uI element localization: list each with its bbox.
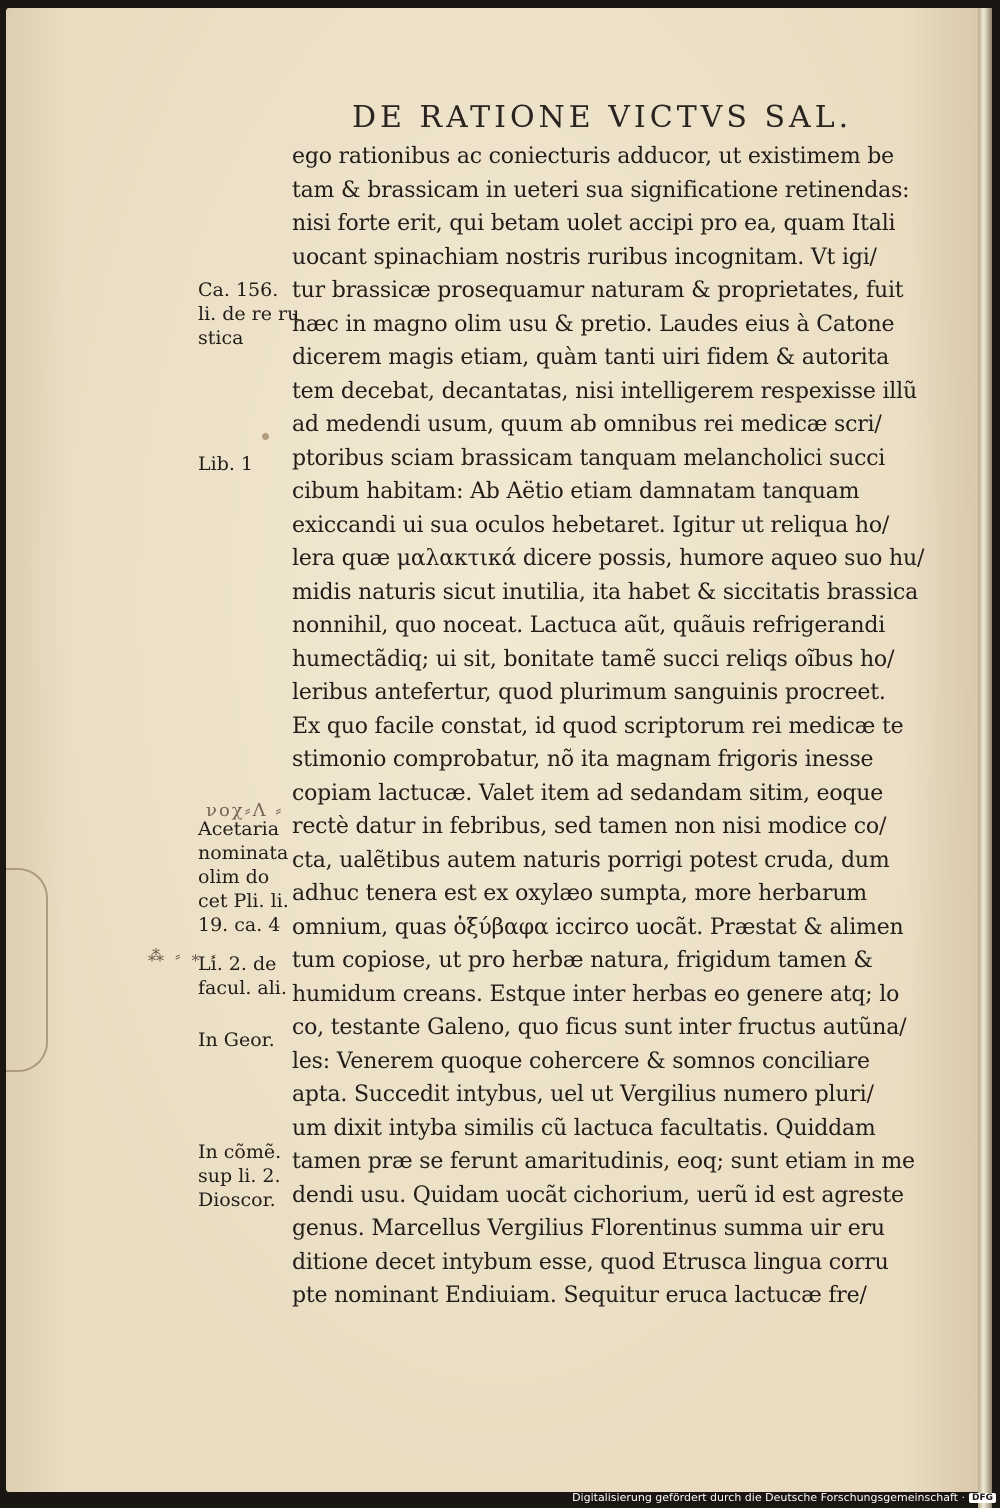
margin-note-line: 19. ca. 4 xyxy=(198,914,281,936)
digitization-footer xyxy=(572,1491,996,1504)
margin-note-line: Dioscor. xyxy=(198,1189,276,1211)
text-line: dicerem magis etiam, quàm tanti uiri fidem & autorita xyxy=(292,345,890,370)
text-line: stimonio comprobatur, nõ ita magnam frigoris inesse xyxy=(292,747,874,772)
text-line: Ex quo facile constat, id quod scriptorum rei medicæ te xyxy=(292,713,904,739)
margin-note-line: facul. ali. xyxy=(198,977,287,999)
text-line: cibum habitam: Ab Aëtio etiam damnatam tanquam xyxy=(292,479,860,504)
text-line: humectãdiq; ui sit, bonitate tamẽ succi reliqs oĩbus ho/ xyxy=(292,646,895,672)
margin-note-galen xyxy=(198,952,292,1000)
margin-note-catone xyxy=(198,278,300,350)
text-line: tem decebat, decantatas, nisi intelligerem respexisse illũ xyxy=(292,378,917,404)
text-line: tamen præ se ferunt amaritudinis, eoq; sunt etiam in me xyxy=(292,1149,915,1174)
text-line: cta, ualẽtibus autem naturis porrigi potest cruda, dum xyxy=(292,847,890,873)
text-line: ego rationibus ac coniecturis adducor, ut existimem be xyxy=(292,144,894,169)
text-line: ditione decet intybum esse, quod Etrusca lingua corru xyxy=(292,1249,889,1275)
text-line: humidum creans. Estque inter herbas eo genere atq; lo xyxy=(292,981,900,1007)
footer-text: Digitalisierung gefördert durch die Deutsche Forschungsgemeinschaft · xyxy=(572,1491,965,1504)
margin-note-line: olim do xyxy=(198,866,270,888)
text-line: dendi usu. Quidam uocãt cichorium, uerũ id est agreste xyxy=(292,1182,904,1208)
margin-note-line: sup li. 2. xyxy=(198,1165,281,1187)
margin-note-line: Li. 2. de xyxy=(198,953,277,975)
dfg-logo: DFG xyxy=(969,1493,996,1503)
text-line: ad medendi usum, quum ab omnibus rei medicæ scri/ xyxy=(292,412,882,437)
margin-note-dioscorides xyxy=(198,1140,292,1212)
text-line: copiam lactucæ. Valet item ad sedandam sitim, eoque xyxy=(292,780,884,806)
page-edge xyxy=(978,8,992,1508)
page-notch xyxy=(6,868,48,1072)
body-text xyxy=(292,140,932,1313)
margin-note-aetius xyxy=(198,452,292,476)
text-line: ptoribus sciam brassicam tanquam melancholici succi xyxy=(292,445,886,471)
running-head: DE RATIONE VICTVS SAL. xyxy=(352,100,853,135)
margin-note-line: In cõmẽ. xyxy=(198,1141,282,1163)
text-line: uocant spinachiam nostris ruribus incognitam. Vt igi/ xyxy=(292,244,877,270)
text-line: nisi forte erit, qui betam uolet accipi pro ea, quam Itali xyxy=(292,211,896,236)
text-line: co, testante Galeno, quo ficus sunt inter fructus autũna/ xyxy=(292,1015,907,1040)
text-line: les: Venerem quoque cohercere & somnos conciliare xyxy=(292,1048,870,1074)
text-line: omnium, quas ὀξύβαφα iccirco uocãt. Præstat & alimen xyxy=(292,914,904,940)
text-line: tam & brassicam in ueteri sua significatione retinendas: xyxy=(292,177,910,203)
margin-note-georgics xyxy=(198,1028,292,1052)
stray-ink-mark: ⁂ ⸗ ⁎ ⸗ xyxy=(148,946,219,965)
ink-spot xyxy=(262,433,269,440)
text-line: um dixit intyba similis cũ lactuca facultatis. Quiddam xyxy=(292,1115,876,1141)
text-line: midis naturis sicut inutilia, ita habet & siccitatis brassica xyxy=(292,579,918,605)
text-line: rectè datur in febribus, sed tamen non nisi modice co/ xyxy=(292,814,887,839)
margin-note-line: stica xyxy=(198,327,244,349)
margin-note-line: li. de re ru xyxy=(198,303,300,325)
margin-note-acetaria xyxy=(198,817,292,937)
text-line: leribus antefertur, quod plurimum sanguinis procreet. xyxy=(292,680,886,705)
margin-note-line: Ca. 156. xyxy=(198,279,279,301)
text-line: genus. Marcellus Vergilius Florentinus summa uir eru xyxy=(292,1216,885,1241)
margin-note-line: cet Pli. li. xyxy=(198,890,289,912)
text-line: apta. Succedit intybus, uel ut Vergilius numero pluri/ xyxy=(292,1082,874,1107)
text-line: pte nominant Endiuiam. Sequitur eruca lactucæ fre/ xyxy=(292,1283,867,1308)
text-line: hæc in magno olim usu & pretio. Laudes eius à Catone xyxy=(292,311,895,337)
faded-margin-mark: νοχ⸗Λ ⸗ xyxy=(206,800,284,821)
text-line: tur brassicæ prosequamur naturam & proprietates, fuit xyxy=(292,278,904,303)
margin-note-line: In Geor. xyxy=(198,1029,275,1051)
margin-note-line: Lib. 1 xyxy=(198,453,254,475)
text-line: nonnihil, quo noceat. Lactuca aũt, quãuis refrigerandi xyxy=(292,613,886,638)
text-line: lera quæ μαλακτικά dicere possis, humore aqueo suo hu/ xyxy=(292,546,925,571)
margin-note-line: nominata xyxy=(198,842,289,864)
text-line: exiccandi ui sua oculos hebetaret. Igitur ut reliqua ho/ xyxy=(292,512,890,538)
margin-note-line: Acetaria xyxy=(198,818,280,840)
text-line: adhuc tenera est ex oxylæo sumpta, more herbarum xyxy=(292,881,867,906)
text-line: tum copiose, ut pro herbæ natura, frigidum tamen & xyxy=(292,948,873,973)
